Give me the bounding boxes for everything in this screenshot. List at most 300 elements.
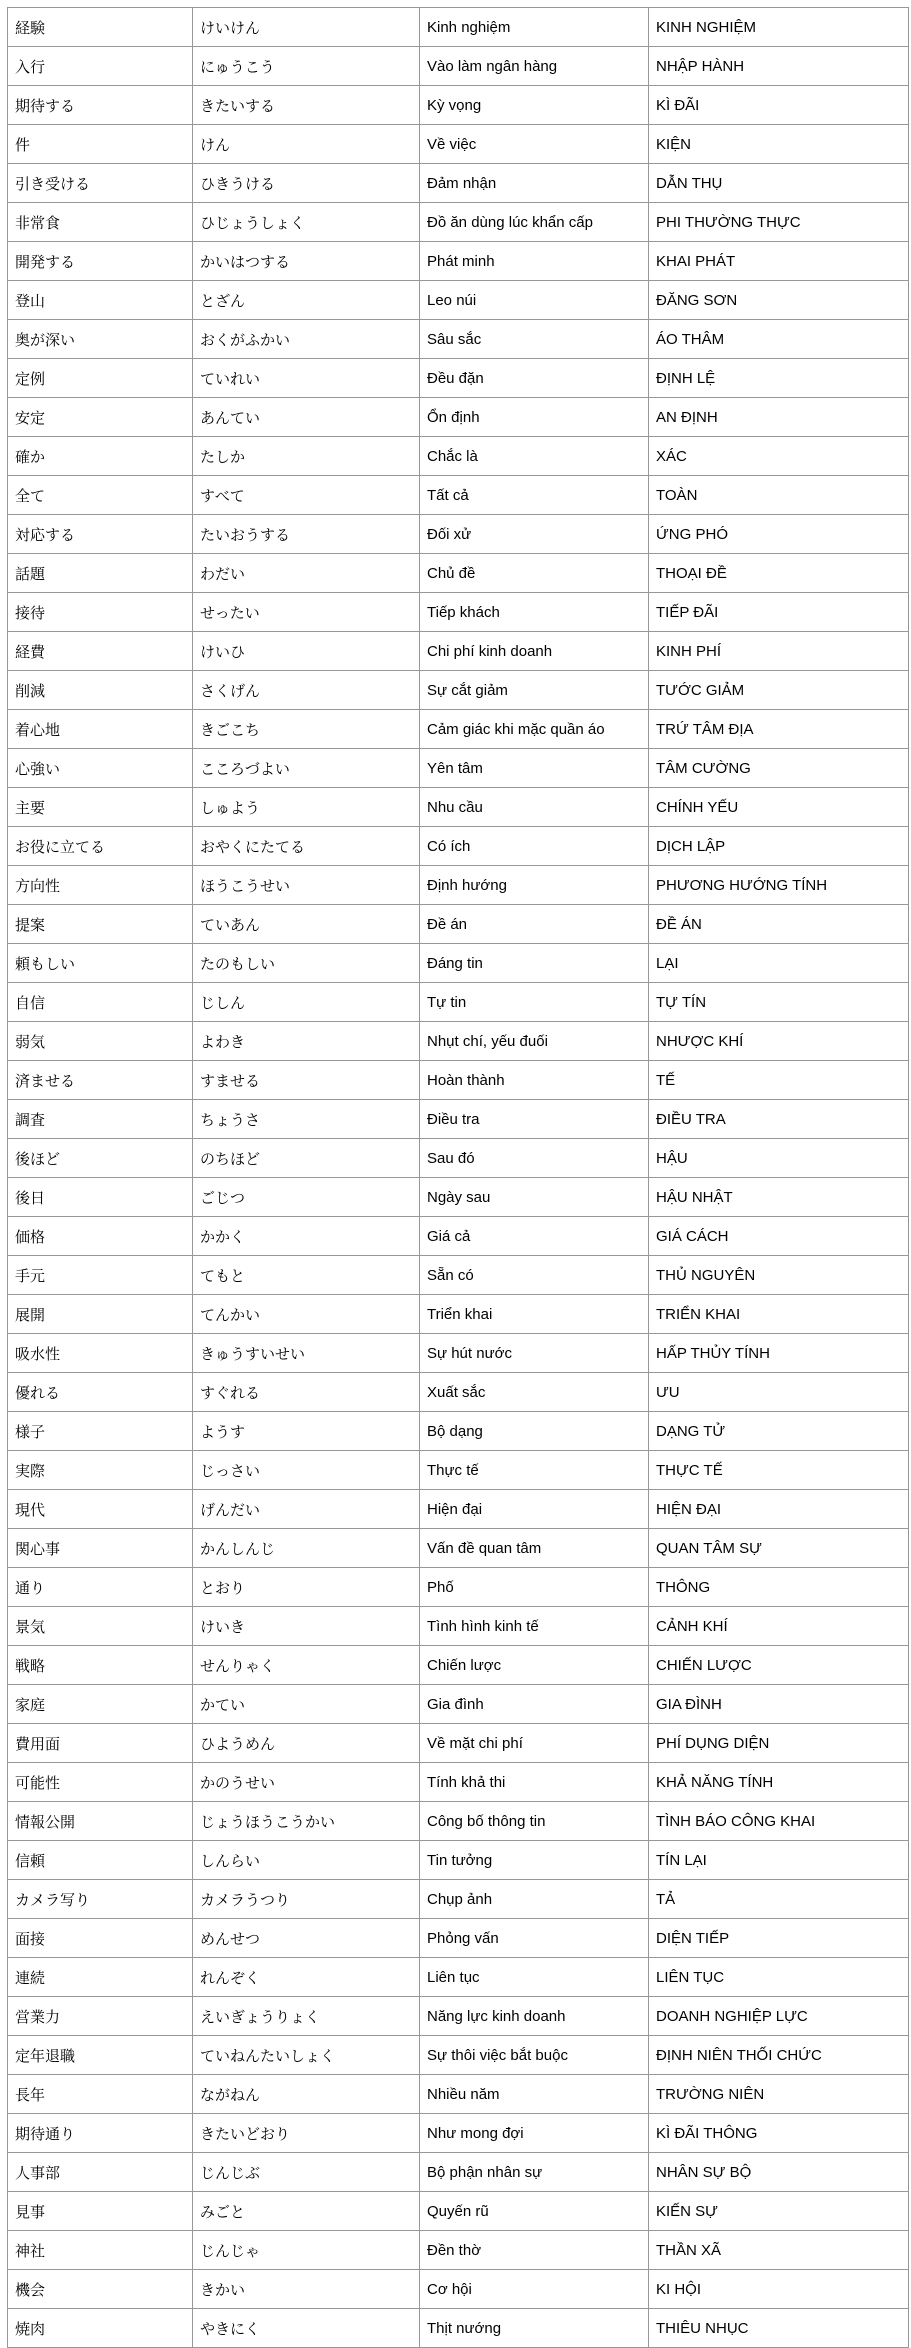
- kanji-cell: 済ませる: [8, 1061, 193, 1100]
- sino-vietnamese-reading-cell: ÁO THÂM: [649, 320, 909, 359]
- table-row: [8, 2309, 909, 2348]
- kana-reading-cell: たのもしい: [193, 944, 420, 983]
- table-row: [8, 554, 909, 593]
- vietnamese-meaning-cell: Nhu cầu: [420, 788, 649, 827]
- kana-reading-cell: すべて: [193, 476, 420, 515]
- table-row: [8, 164, 909, 203]
- sino-vietnamese-reading-cell: TÍN LẠI: [649, 1841, 909, 1880]
- sino-vietnamese-reading-cell: HẬU NHẬT: [649, 1178, 909, 1217]
- table-row: [8, 1724, 909, 1763]
- sino-vietnamese-reading-cell: PHI THƯỜNG THỰC: [649, 203, 909, 242]
- vietnamese-meaning-cell: Thực tế: [420, 1451, 649, 1490]
- sino-vietnamese-reading-cell: HẬU: [649, 1139, 909, 1178]
- sino-vietnamese-reading-cell: CHIẾN LƯỢC: [649, 1646, 909, 1685]
- kanji-cell: 期待通り: [8, 2114, 193, 2153]
- kana-reading-cell: けいけん: [193, 8, 420, 47]
- sino-vietnamese-reading-cell: TRỨ TÂM ĐỊA: [649, 710, 909, 749]
- sino-vietnamese-reading-cell: DẪN THỤ: [649, 164, 909, 203]
- vietnamese-meaning-cell: Sự cắt giảm: [420, 671, 649, 710]
- kana-reading-cell: しゅよう: [193, 788, 420, 827]
- table-row: [8, 827, 909, 866]
- kana-reading-cell: さくげん: [193, 671, 420, 710]
- vietnamese-meaning-cell: Leo núi: [420, 281, 649, 320]
- kana-reading-cell: ごじつ: [193, 1178, 420, 1217]
- sino-vietnamese-reading-cell: KIẾN SỰ: [649, 2192, 909, 2231]
- kana-reading-cell: とおり: [193, 1568, 420, 1607]
- vietnamese-meaning-cell: Sự thôi việc bắt buộc: [420, 2036, 649, 2075]
- table-row: [8, 710, 909, 749]
- kanji-cell: 弱気: [8, 1022, 193, 1061]
- sino-vietnamese-reading-cell: KÌ ĐÃI: [649, 86, 909, 125]
- vietnamese-meaning-cell: Triển khai: [420, 1295, 649, 1334]
- table-row: [8, 2114, 909, 2153]
- table-row: [8, 1919, 909, 1958]
- vietnamese-meaning-cell: Sau đó: [420, 1139, 649, 1178]
- kana-reading-cell: ていねんたいしょく: [193, 2036, 420, 2075]
- sino-vietnamese-reading-cell: QUAN TÂM SỰ: [649, 1529, 909, 1568]
- kana-reading-cell: きゅうすいせい: [193, 1334, 420, 1373]
- kanji-cell: 定例: [8, 359, 193, 398]
- kana-reading-cell: おやくにたてる: [193, 827, 420, 866]
- vietnamese-meaning-cell: Tính khả thi: [420, 1763, 649, 1802]
- table-row: [8, 1646, 909, 1685]
- kanji-cell: 通り: [8, 1568, 193, 1607]
- vietnamese-meaning-cell: Chắc là: [420, 437, 649, 476]
- table-row: [8, 2153, 909, 2192]
- table-row: [8, 1412, 909, 1451]
- vietnamese-meaning-cell: Điều tra: [420, 1100, 649, 1139]
- kana-reading-cell: じしん: [193, 983, 420, 1022]
- kanji-cell: お役に立てる: [8, 827, 193, 866]
- vietnamese-meaning-cell: Công bố thông tin: [420, 1802, 649, 1841]
- vietnamese-meaning-cell: Đền thờ: [420, 2231, 649, 2270]
- kanji-cell: 提案: [8, 905, 193, 944]
- table-row: [8, 1451, 909, 1490]
- kanji-cell: 連続: [8, 1958, 193, 1997]
- kana-reading-cell: けいき: [193, 1607, 420, 1646]
- sino-vietnamese-reading-cell: THIÊU NHỤC: [649, 2309, 909, 2348]
- kanji-cell: 後日: [8, 1178, 193, 1217]
- kanji-cell: 話題: [8, 554, 193, 593]
- kanji-cell: 削減: [8, 671, 193, 710]
- vietnamese-meaning-cell: Ổn định: [420, 398, 649, 437]
- sino-vietnamese-reading-cell: KINH NGHIỆM: [649, 8, 909, 47]
- vietnamese-meaning-cell: Giá cả: [420, 1217, 649, 1256]
- table-row: [8, 2192, 909, 2231]
- kanji-cell: 展開: [8, 1295, 193, 1334]
- vietnamese-meaning-cell: Hoàn thành: [420, 1061, 649, 1100]
- kanji-cell: 引き受ける: [8, 164, 193, 203]
- sino-vietnamese-reading-cell: XÁC: [649, 437, 909, 476]
- table-row: [8, 242, 909, 281]
- sino-vietnamese-reading-cell: DOANH NGHIỆP LỰC: [649, 1997, 909, 2036]
- vietnamese-meaning-cell: Vấn đề quan tâm: [420, 1529, 649, 1568]
- vocabulary-table: [7, 7, 909, 2348]
- table-row: [8, 1295, 909, 1334]
- table-row: [8, 1997, 909, 2036]
- kana-reading-cell: かいはつする: [193, 242, 420, 281]
- kanji-cell: 方向性: [8, 866, 193, 905]
- kanji-cell: 関心事: [8, 1529, 193, 1568]
- vietnamese-meaning-cell: Nhụt chí, yếu đuối: [420, 1022, 649, 1061]
- table-row: [8, 515, 909, 554]
- kana-reading-cell: ながねん: [193, 2075, 420, 2114]
- kanji-cell: 件: [8, 125, 193, 164]
- kanji-cell: 機会: [8, 2270, 193, 2309]
- vietnamese-meaning-cell: Gia đình: [420, 1685, 649, 1724]
- kanji-cell: 吸水性: [8, 1334, 193, 1373]
- vietnamese-meaning-cell: Như mong đợi: [420, 2114, 649, 2153]
- kana-reading-cell: のちほど: [193, 1139, 420, 1178]
- vietnamese-meaning-cell: Hiện đại: [420, 1490, 649, 1529]
- kana-reading-cell: きごこち: [193, 710, 420, 749]
- kanji-cell: 心強い: [8, 749, 193, 788]
- kanji-cell: 接待: [8, 593, 193, 632]
- table-row: [8, 1841, 909, 1880]
- kana-reading-cell: れんぞく: [193, 1958, 420, 1997]
- table-row: [8, 1139, 909, 1178]
- vietnamese-meaning-cell: Định hướng: [420, 866, 649, 905]
- table-row: [8, 1100, 909, 1139]
- vietnamese-meaning-cell: Có ích: [420, 827, 649, 866]
- kana-reading-cell: かかく: [193, 1217, 420, 1256]
- vietnamese-meaning-cell: Cơ hội: [420, 2270, 649, 2309]
- vietnamese-meaning-cell: Tiếp khách: [420, 593, 649, 632]
- vietnamese-meaning-cell: Tất cả: [420, 476, 649, 515]
- vietnamese-meaning-cell: Cảm giác khi mặc quần áo: [420, 710, 649, 749]
- vietnamese-meaning-cell: Đều đặn: [420, 359, 649, 398]
- table-row: [8, 1373, 909, 1412]
- kanji-cell: 信頼: [8, 1841, 193, 1880]
- sino-vietnamese-reading-cell: CẢNH KHÍ: [649, 1607, 909, 1646]
- kana-reading-cell: めんせつ: [193, 1919, 420, 1958]
- kanji-cell: 人事部: [8, 2153, 193, 2192]
- kana-reading-cell: きたいする: [193, 86, 420, 125]
- vietnamese-meaning-cell: Chi phí kinh doanh: [420, 632, 649, 671]
- kanji-cell: 面接: [8, 1919, 193, 1958]
- vietnamese-meaning-cell: Về việc: [420, 125, 649, 164]
- kana-reading-cell: ひきうける: [193, 164, 420, 203]
- kana-reading-cell: えいぎょうりょく: [193, 1997, 420, 2036]
- kanji-cell: 確か: [8, 437, 193, 476]
- table-row: [8, 1802, 909, 1841]
- sino-vietnamese-reading-cell: KIỆN: [649, 125, 909, 164]
- kanji-cell: 現代: [8, 1490, 193, 1529]
- table-row: [8, 1607, 909, 1646]
- sino-vietnamese-reading-cell: LIÊN TỤC: [649, 1958, 909, 1997]
- table-row: [8, 1763, 909, 1802]
- sino-vietnamese-reading-cell: TIẾP ĐÃI: [649, 593, 909, 632]
- table-row: [8, 476, 909, 515]
- kana-reading-cell: おくがふかい: [193, 320, 420, 359]
- sino-vietnamese-reading-cell: PHÍ DỤNG DIỆN: [649, 1724, 909, 1763]
- sino-vietnamese-reading-cell: KI HỘI: [649, 2270, 909, 2309]
- table-row: [8, 398, 909, 437]
- vietnamese-meaning-cell: Chủ đề: [420, 554, 649, 593]
- kanji-cell: 実際: [8, 1451, 193, 1490]
- sino-vietnamese-reading-cell: ĐỀ ÁN: [649, 905, 909, 944]
- kana-reading-cell: ひじょうしょく: [193, 203, 420, 242]
- table-row: [8, 788, 909, 827]
- vietnamese-meaning-cell: Bộ dạng: [420, 1412, 649, 1451]
- sino-vietnamese-reading-cell: ỨNG PHÓ: [649, 515, 909, 554]
- kana-reading-cell: あんてい: [193, 398, 420, 437]
- table-row: [8, 1022, 909, 1061]
- kanji-cell: 期待する: [8, 86, 193, 125]
- vietnamese-meaning-cell: Kinh nghiệm: [420, 8, 649, 47]
- kana-reading-cell: よわき: [193, 1022, 420, 1061]
- kana-reading-cell: てんかい: [193, 1295, 420, 1334]
- vietnamese-meaning-cell: Chụp ảnh: [420, 1880, 649, 1919]
- kanji-cell: 経験: [8, 8, 193, 47]
- vietnamese-meaning-cell: Kỳ vọng: [420, 86, 649, 125]
- table-row: [8, 1568, 909, 1607]
- kana-reading-cell: かんしんじ: [193, 1529, 420, 1568]
- kana-reading-cell: かのうせい: [193, 1763, 420, 1802]
- table-row: [8, 944, 909, 983]
- vietnamese-meaning-cell: Về mặt chi phí: [420, 1724, 649, 1763]
- sino-vietnamese-reading-cell: THOẠI ĐỀ: [649, 554, 909, 593]
- sino-vietnamese-reading-cell: ĐIỀU TRA: [649, 1100, 909, 1139]
- sino-vietnamese-reading-cell: DIỆN TIẾP: [649, 1919, 909, 1958]
- sino-vietnamese-reading-cell: LẠI: [649, 944, 909, 983]
- sino-vietnamese-reading-cell: KHẢ NĂNG TÍNH: [649, 1763, 909, 1802]
- sino-vietnamese-reading-cell: KÌ ĐÃI THÔNG: [649, 2114, 909, 2153]
- sino-vietnamese-reading-cell: THÔNG: [649, 1568, 909, 1607]
- kanji-cell: 自信: [8, 983, 193, 1022]
- kana-reading-cell: じょうほうこうかい: [193, 1802, 420, 1841]
- table-row: [8, 1178, 909, 1217]
- kanji-cell: 価格: [8, 1217, 193, 1256]
- kana-reading-cell: にゅうこう: [193, 47, 420, 86]
- table-row: [8, 1958, 909, 1997]
- kanji-cell: 優れる: [8, 1373, 193, 1412]
- sino-vietnamese-reading-cell: TẢ: [649, 1880, 909, 1919]
- kanji-cell: 後ほど: [8, 1139, 193, 1178]
- kana-reading-cell: すぐれる: [193, 1373, 420, 1412]
- kana-reading-cell: やきにく: [193, 2309, 420, 2348]
- kanji-cell: 開発する: [8, 242, 193, 281]
- vietnamese-meaning-cell: Thịt nướng: [420, 2309, 649, 2348]
- table-row: [8, 2231, 909, 2270]
- vietnamese-meaning-cell: Đáng tin: [420, 944, 649, 983]
- kana-reading-cell: きかい: [193, 2270, 420, 2309]
- kanji-cell: 登山: [8, 281, 193, 320]
- sino-vietnamese-reading-cell: PHƯƠNG HƯỚNG TÍNH: [649, 866, 909, 905]
- sino-vietnamese-reading-cell: TÌNH BÁO CÔNG KHAI: [649, 1802, 909, 1841]
- vietnamese-meaning-cell: Vào làm ngân hàng: [420, 47, 649, 86]
- vietnamese-meaning-cell: Tin tưởng: [420, 1841, 649, 1880]
- sino-vietnamese-reading-cell: DẠNG TỬ: [649, 1412, 909, 1451]
- sino-vietnamese-reading-cell: TỰ TÍN: [649, 983, 909, 1022]
- table-row: [8, 866, 909, 905]
- kanji-cell: 情報公開: [8, 1802, 193, 1841]
- table-row: [8, 281, 909, 320]
- table-row: [8, 47, 909, 86]
- table-row: [8, 593, 909, 632]
- kana-reading-cell: ちょうさ: [193, 1100, 420, 1139]
- kanji-cell: 長年: [8, 2075, 193, 2114]
- sino-vietnamese-reading-cell: CHÍNH YẾU: [649, 788, 909, 827]
- vietnamese-meaning-cell: Năng lực kinh doanh: [420, 1997, 649, 2036]
- kanji-cell: 戦略: [8, 1646, 193, 1685]
- sino-vietnamese-reading-cell: KHAI PHÁT: [649, 242, 909, 281]
- kanji-cell: 頼もしい: [8, 944, 193, 983]
- kanji-cell: 非常食: [8, 203, 193, 242]
- sino-vietnamese-reading-cell: TƯỚC GIẢM: [649, 671, 909, 710]
- table-row: [8, 1880, 909, 1919]
- kana-reading-cell: けいひ: [193, 632, 420, 671]
- table-row: [8, 125, 909, 164]
- kana-reading-cell: とざん: [193, 281, 420, 320]
- kana-reading-cell: ほうこうせい: [193, 866, 420, 905]
- table-row: [8, 2270, 909, 2309]
- kana-reading-cell: じっさい: [193, 1451, 420, 1490]
- kana-reading-cell: ていれい: [193, 359, 420, 398]
- kana-reading-cell: じんじぶ: [193, 2153, 420, 2192]
- kana-reading-cell: ていあん: [193, 905, 420, 944]
- table-row: [8, 203, 909, 242]
- vietnamese-meaning-cell: Xuất sắc: [420, 1373, 649, 1412]
- kanji-cell: 費用面: [8, 1724, 193, 1763]
- kana-reading-cell: たいおうする: [193, 515, 420, 554]
- table-row: [8, 905, 909, 944]
- vietnamese-meaning-cell: Đảm nhận: [420, 164, 649, 203]
- kanji-cell: 入行: [8, 47, 193, 86]
- kana-reading-cell: きたいどおり: [193, 2114, 420, 2153]
- kana-reading-cell: たしか: [193, 437, 420, 476]
- kana-reading-cell: すませる: [193, 1061, 420, 1100]
- vietnamese-meaning-cell: Sự hút nước: [420, 1334, 649, 1373]
- kanji-cell: 全て: [8, 476, 193, 515]
- vietnamese-meaning-cell: Liên tục: [420, 1958, 649, 1997]
- table-row: [8, 1334, 909, 1373]
- kana-reading-cell: かてい: [193, 1685, 420, 1724]
- kanji-cell: 焼肉: [8, 2309, 193, 2348]
- vietnamese-meaning-cell: Tự tin: [420, 983, 649, 1022]
- sino-vietnamese-reading-cell: GIA ĐÌNH: [649, 1685, 909, 1724]
- sino-vietnamese-reading-cell: ĐỊNH NIÊN THỐI CHỨC: [649, 2036, 909, 2075]
- vietnamese-meaning-cell: Phỏng vấn: [420, 1919, 649, 1958]
- table-row: [8, 1256, 909, 1295]
- table-row: [8, 632, 909, 671]
- vietnamese-meaning-cell: Phố: [420, 1568, 649, 1607]
- kana-reading-cell: わだい: [193, 554, 420, 593]
- kanji-cell: 様子: [8, 1412, 193, 1451]
- sino-vietnamese-reading-cell: NHẬP HÀNH: [649, 47, 909, 86]
- kanji-cell: 手元: [8, 1256, 193, 1295]
- kanji-cell: 安定: [8, 398, 193, 437]
- sino-vietnamese-reading-cell: ĐĂNG SƠN: [649, 281, 909, 320]
- kana-reading-cell: けん: [193, 125, 420, 164]
- kana-reading-cell: げんだい: [193, 1490, 420, 1529]
- vietnamese-meaning-cell: Sẵn có: [420, 1256, 649, 1295]
- kana-reading-cell: せんりゃく: [193, 1646, 420, 1685]
- kana-reading-cell: こころづよい: [193, 749, 420, 788]
- kana-reading-cell: てもと: [193, 1256, 420, 1295]
- kana-reading-cell: みごと: [193, 2192, 420, 2231]
- sino-vietnamese-reading-cell: HIỆN ĐẠI: [649, 1490, 909, 1529]
- kanji-cell: 経費: [8, 632, 193, 671]
- table-row: [8, 2036, 909, 2075]
- table-row: [8, 749, 909, 788]
- sino-vietnamese-reading-cell: HẤP THỦY TÍNH: [649, 1334, 909, 1373]
- table-row: [8, 359, 909, 398]
- sino-vietnamese-reading-cell: ĐỊNH LỆ: [649, 359, 909, 398]
- table-row: [8, 1529, 909, 1568]
- kanji-cell: 営業力: [8, 1997, 193, 2036]
- sino-vietnamese-reading-cell: TÂM CƯỜNG: [649, 749, 909, 788]
- vietnamese-meaning-cell: Chiến lược: [420, 1646, 649, 1685]
- vietnamese-meaning-cell: Sâu sắc: [420, 320, 649, 359]
- kana-reading-cell: せったい: [193, 593, 420, 632]
- vietnamese-meaning-cell: Phát minh: [420, 242, 649, 281]
- kana-reading-cell: じんじゃ: [193, 2231, 420, 2270]
- table-row: [8, 437, 909, 476]
- sino-vietnamese-reading-cell: GIÁ CÁCH: [649, 1217, 909, 1256]
- kanji-cell: 奥が深い: [8, 320, 193, 359]
- kanji-cell: 神社: [8, 2231, 193, 2270]
- table-row: [8, 1490, 909, 1529]
- sino-vietnamese-reading-cell: THỰC TẾ: [649, 1451, 909, 1490]
- table-body: [8, 8, 909, 2348]
- vietnamese-meaning-cell: Quyến rũ: [420, 2192, 649, 2231]
- kana-reading-cell: ひようめん: [193, 1724, 420, 1763]
- table-row: [8, 86, 909, 125]
- sino-vietnamese-reading-cell: TRƯỜNG NIÊN: [649, 2075, 909, 2114]
- vietnamese-meaning-cell: Nhiều năm: [420, 2075, 649, 2114]
- vietnamese-meaning-cell: Đề án: [420, 905, 649, 944]
- kanji-cell: 家庭: [8, 1685, 193, 1724]
- vietnamese-meaning-cell: Yên tâm: [420, 749, 649, 788]
- vietnamese-meaning-cell: Bộ phận nhân sự: [420, 2153, 649, 2192]
- kanji-cell: 定年退職: [8, 2036, 193, 2075]
- vietnamese-meaning-cell: Đồ ăn dùng lúc khẩn cấp: [420, 203, 649, 242]
- sino-vietnamese-reading-cell: NHÂN SỰ BỘ: [649, 2153, 909, 2192]
- table-row: [8, 320, 909, 359]
- table-row: [8, 2075, 909, 2114]
- kanji-cell: 対応する: [8, 515, 193, 554]
- table-row: [8, 983, 909, 1022]
- sino-vietnamese-reading-cell: TẾ: [649, 1061, 909, 1100]
- kanji-cell: 主要: [8, 788, 193, 827]
- kanji-cell: カメラ写り: [8, 1880, 193, 1919]
- sino-vietnamese-reading-cell: ƯU: [649, 1373, 909, 1412]
- sino-vietnamese-reading-cell: DỊCH LẬP: [649, 827, 909, 866]
- sino-vietnamese-reading-cell: THẦN XÃ: [649, 2231, 909, 2270]
- table-row: [8, 1217, 909, 1256]
- sino-vietnamese-reading-cell: NHƯỢC KHÍ: [649, 1022, 909, 1061]
- table-row: [8, 8, 909, 47]
- table-row: [8, 671, 909, 710]
- kanji-cell: 調査: [8, 1100, 193, 1139]
- sino-vietnamese-reading-cell: KINH PHÍ: [649, 632, 909, 671]
- kanji-cell: 見事: [8, 2192, 193, 2231]
- vietnamese-meaning-cell: Đối xử: [420, 515, 649, 554]
- kana-reading-cell: カメラうつり: [193, 1880, 420, 1919]
- kana-reading-cell: ようす: [193, 1412, 420, 1451]
- kana-reading-cell: しんらい: [193, 1841, 420, 1880]
- kanji-cell: 着心地: [8, 710, 193, 749]
- table-row: [8, 1685, 909, 1724]
- kanji-cell: 可能性: [8, 1763, 193, 1802]
- vietnamese-meaning-cell: Tình hình kinh tế: [420, 1607, 649, 1646]
- sino-vietnamese-reading-cell: THỦ NGUYÊN: [649, 1256, 909, 1295]
- sino-vietnamese-reading-cell: TRIỂN KHAI: [649, 1295, 909, 1334]
- sino-vietnamese-reading-cell: TOÀN: [649, 476, 909, 515]
- sino-vietnamese-reading-cell: AN ĐỊNH: [649, 398, 909, 437]
- table-row: [8, 1061, 909, 1100]
